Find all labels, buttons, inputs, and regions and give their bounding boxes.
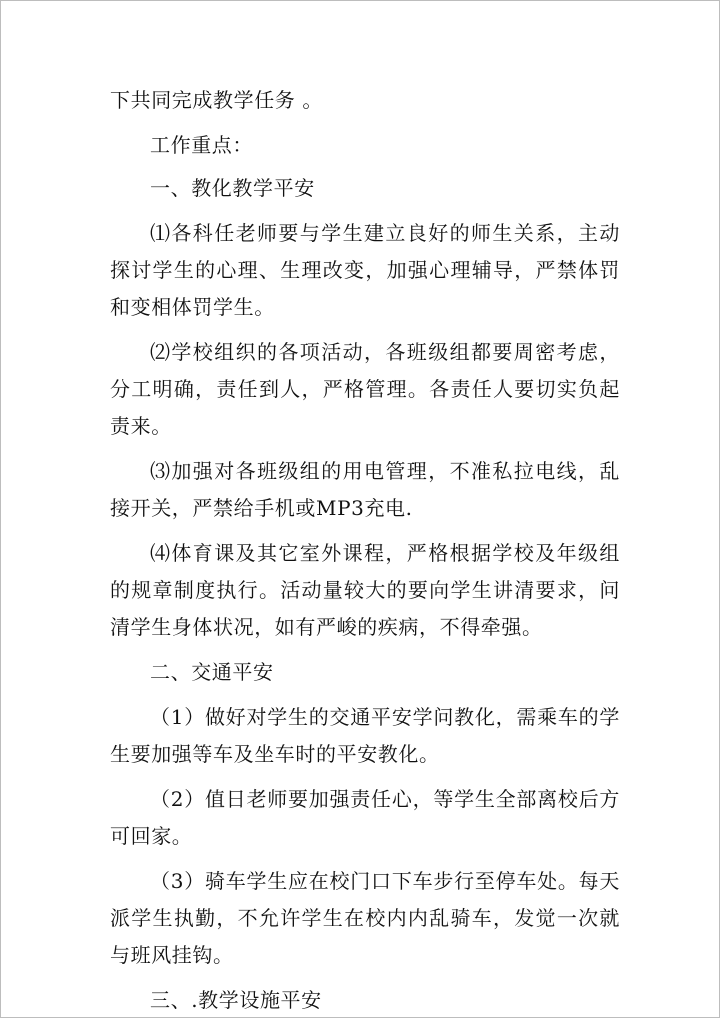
- heading-work-focus: 工作重点：: [150, 133, 253, 157]
- paragraph-traffic-1: （1）做好对学生的交通平安学问教化，需乘车的学生要加强等车及坐车时的平安教化。: [110, 705, 620, 766]
- document-body: [110, 80, 620, 1019]
- paragraph-item-2: ⑵学校组织的各项活动，各班级组都要周密考虑，分工明确，责任到人，严格管理。各责任人要切实负起责来。: [110, 340, 620, 438]
- paragraph-traffic-2: （2）值日老师要加强责任心，等学生全部离校后方可回家。: [110, 787, 620, 848]
- section-heading-traffic-safety: 二、交通平安: [150, 660, 274, 684]
- paragraph-item-1: ⑴各科任老师要与学生建立良好的师生关系，主动探讨学生的心理、生理改变，加强心理辅导，严禁体罚和变相体罚学生。: [110, 221, 620, 319]
- paragraph-item-4: ⑷体育课及其它室外课程，严格根据学校及年级组的规章制度执行。活动量较大的要向学生讲清要求，问清学生身体状况，如有严峻的疾病，不得牵强。: [110, 541, 620, 639]
- section-heading-facility-safety: 三、.教学设施平安: [150, 988, 322, 1012]
- paragraph-item-3: ⑶加强对各班级组的用电管理，不准私拉电线，乱接开关，严禁给手机或MP3充电.: [110, 459, 620, 520]
- paragraph-continuation: 下共同完成教学任务 。: [110, 88, 323, 112]
- section-heading-teaching-safety: 一、教化教学平安: [150, 176, 315, 200]
- paragraph-traffic-3: （3）骑车学生应在校门口下车步行至停车处。每天派学生执勤，不允许学生在校内内乱骑车，发觉一次就与班风挂钩。: [110, 869, 620, 967]
